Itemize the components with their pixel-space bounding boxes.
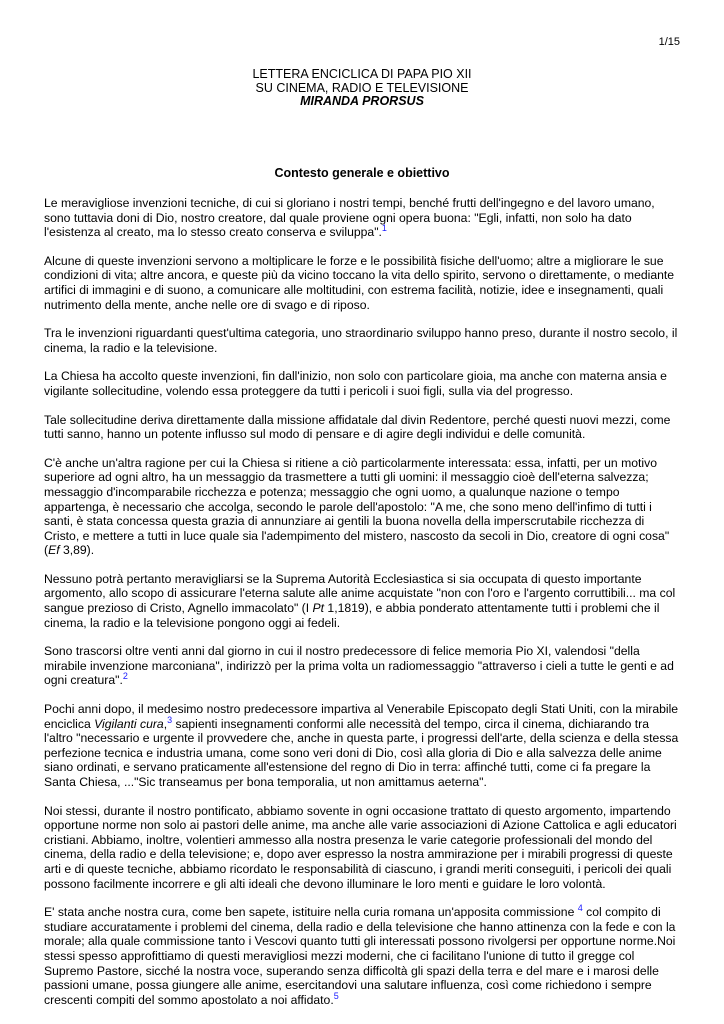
paragraph-7-text: Nessuno potrà pertanto meravigliarsi se la Suprema Autorità Ecclesiastica si sia occupata di questo importante argomento, allo scopo di assicurare l'eterna salute alle anime acquistate "non con l'oro e l'argento corruttibili... ma col sangue prezioso di Cristo, Agnello immacolato" (I bbox=[44, 571, 676, 616]
footnote-link-2[interactable]: 2 bbox=[122, 671, 128, 682]
encyclical-title: Vigilanti cura bbox=[94, 716, 164, 731]
paragraph-6-text: C'è anche un'altra ragione per cui la Chiesa si ritiene a ciò particolarmente interessata: essa, infatti, per un motivo superiore ad ogni altro, ha un messaggio da trasmettere a tutti gli uomini: il messaggio cioè dell'eterna salvezza; messaggio d'incomparabile ricchezza e potenza; messaggio che ogni uomo, a qualunque nazione o tempo appartenga, è necessario che accolga, secondo le parole dell'apostolo: "A me, che sono meno dell'infimo di tutti i santi, è stata concessa questa grazia di annunziare ai gentili la buona novella della imperscrutabile ricchezza di Cristo, e mettere a tutti in luce quale sia l'adempimento del mistero, nascosto da secoli in Dio, creatore di ogni cosa" ( bbox=[44, 455, 670, 558]
paragraph-2: Alcune di queste invenzioni servono a moltiplicare le forze e le possibilità fisiche dell'uomo; altre a migliorare le sue condizioni di vita; altre ancora, e queste più da vicino toccano la vita dello spirito, servono o direttamente, o mediante artifici di immagini e di suono, a comunicare alle moltitudini, con estrema facilità, notizie, idee e insegnamenti, quali nutrimento della mente, anche nelle ore di svago e di riposo. bbox=[44, 253, 675, 312]
citation-book: Ef bbox=[48, 543, 60, 558]
paragraph-9-text-a: Pochi anni dopo, il medesimo nostro predecessore impartiva al Venerabile Episcopato degli Stati Uniti, con la mirabile enciclica bbox=[44, 702, 679, 731]
paragraph-4: La Chiesa ha accolto queste invenzioni, fin dall'inizio, non solo con particolare gioia, ma anche con materna ansia e vigilante sollecitudine, volendo essa proteggere da tutti i pericoli i suoi figli, sulla via del progresso. bbox=[44, 369, 667, 398]
paragraph-9-text-b: , bbox=[163, 716, 168, 731]
paragraph-11-text-a: E' stata anche nostra cura, come ben sapete, istituire nella curia romana un'apposita commissione bbox=[44, 905, 578, 920]
paragraph-8-text: Sono trascorsi oltre venti anni dal giorno in cui il nostro predecessore di felice memoria Pio XI, valendosi "della mirabile invenzione marconiana", indirizzò per la prima volta un radiomessaggio "attraverso i cieli a tutte le genti e ad ogni creatura". bbox=[44, 644, 674, 688]
paragraph-5: Tale sollecitudine deriva direttamente dalla missione affidatale dal divin Redentore, perché questi nuovi mezzi, come tutti sanno, hanno un potente influsso sul modo di pensare e di agire degli individui e delle comunità. bbox=[44, 412, 671, 442]
footnote-link-1[interactable]: 1 bbox=[381, 223, 387, 234]
paragraph-7-rest: 1,1819), e abbia ponderato attentamente tutti i problemi che il cinema, la radio e la televisione pongono oggi ai fedeli. bbox=[44, 601, 660, 630]
title-line-1: LETTERA ENCICLICA DI PAPA PIO XII bbox=[252, 67, 472, 81]
page-number: 1/15 bbox=[658, 36, 680, 48]
paragraph-9 bbox=[44, 702, 680, 790]
paragraph-3: Tra le invenzioni riguardanti quest'ultima categoria, uno straordinario sviluppo hanno preso, durante il nostro secolo, il cinema, la radio e la televisione. bbox=[44, 326, 678, 355]
section-heading: Contesto generale e obiettivo bbox=[274, 166, 450, 180]
paragraph-11-text-b: col compito di studiare accuratamente i problemi del cinema, della radio e della televisione che hanno attinenza con la fede e con la morale; alla quale commissione tanto i Vescovi quanto tutti gli interessati possono rivolgersi per opportune norme.Noi stessi spesso approfittiamo di questi meravigliosi mezzi moderni, che ci facilitano l'unione di tutto il gregge col Supremo Pastore, sicché la nostra voce, superando senza difficoltà gli spazi della terra e del mare e i marosi delle passioni umane, possa giungere alle anime, esercitandovi una salutare influenza, così come richiedono i sempre crescenti compiti del sommo apostolato a noi affidato. bbox=[44, 905, 676, 1007]
document-title bbox=[0, 68, 724, 109]
document-body bbox=[44, 196, 680, 1021]
paragraph-1-text: Le meravigliose invenzioni tecniche, di cui si gloriano i nostri tempi, benché frutti dell'ingegno e del lavoro umano, sono tuttavia doni di Dio, nostro creatore, dal quale proviene ogni opera buona: "Egli, infatti, non solo ha dato l'esistenza al creato, ma lo stesso creato conserva e sviluppa". bbox=[44, 196, 655, 240]
citation-reference: 3,89). bbox=[59, 543, 95, 558]
footnote-link-3[interactable]: 3 bbox=[167, 714, 173, 725]
citation-book: Pt bbox=[312, 601, 325, 616]
paragraph-8 bbox=[44, 644, 680, 688]
title-line-3: MIRANDA PRORSUS bbox=[300, 94, 424, 108]
paragraph-6 bbox=[44, 456, 680, 558]
footnote-link-4[interactable]: 4 bbox=[577, 903, 583, 914]
paragraph-7 bbox=[44, 572, 680, 630]
paragraph-11 bbox=[44, 905, 680, 1007]
paragraph-10: Noi stessi, durante il nostro pontificato, abbiamo sovente in ogni occasione trattato di questo argomento, impartendo opportune norme non solo ai pastori delle anime, ma anche alle varie associazioni di Azione Cattolica e agli educatori cristiani. Abbiamo, inoltre, volentieri ammesso alla nostra presenza le varie categorie professionali del mondo del cinema, della radio e della televisione; e, dopo aver espresso la nostra ammirazione per i mirabili progressi di queste arti e di queste tecniche, abbiamo ricordato le responsabilità di ciascuno, i grandi meriti conseguiti, i pericoli dei quali possono facilmente incorrere e gli alti ideali che devono illuminare le loro menti e guidare le loro volontà. bbox=[44, 803, 677, 891]
paragraph-9-text-c: sapienti insegnamenti conformi alle necessità del tempo, circa il cinema, dichiarando tra l'altro "necessario e urgente il provvedere che, anche in questa parte, i progressi dell'arte, della scienza e della stessa perfezione tecnica e industria umana, come sono veri doni di Dio, così alla gloria di Dio e alla salvezza delle anime siano ordinati, e servano praticamente all'estensione del regno di Dio in terra: affinché tutti, come ci fa pregare la Santa Chiesa, ..."Sic transeamus per bona temporalia, ut non amittamus aeterna". bbox=[44, 716, 679, 789]
footnote-link-5[interactable]: 5 bbox=[333, 990, 339, 1001]
paragraph-1 bbox=[44, 196, 680, 240]
title-line-2: SU CINEMA, RADIO E TELEVISIONE bbox=[255, 80, 469, 95]
